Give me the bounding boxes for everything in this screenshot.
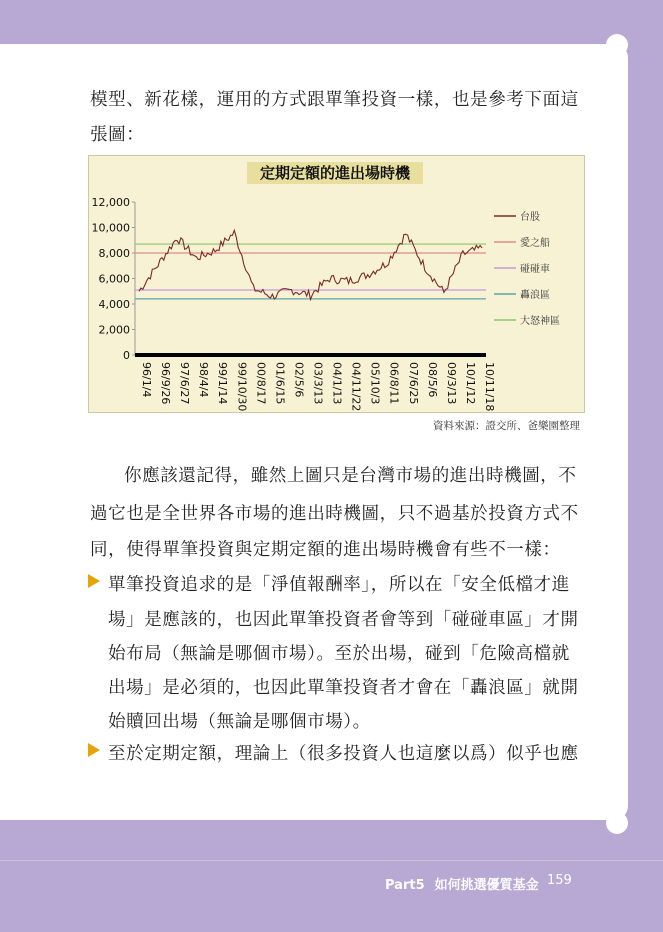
x-tick-label: 00/8/17 — [254, 362, 268, 405]
series-line-taiex — [139, 230, 482, 299]
y-tick-label: 2,000 — [98, 323, 130, 337]
x-tick-label: 98/4/4 — [197, 362, 211, 398]
x-tick-label: 96/9/26 — [159, 362, 173, 405]
chart-panel — [88, 155, 585, 413]
bullet-1-line-4: 出場」是必須的，也因此單筆投資者才會在「轟浪區」就開 — [108, 678, 579, 698]
x-tick-label: 07/6/25 — [406, 362, 420, 405]
footer-rule — [0, 860, 663, 861]
x-tick-label: 10/1/12 — [463, 362, 477, 405]
legend-label-1: 愛之船 — [520, 238, 550, 249]
y-tick-label: 8,000 — [98, 247, 130, 260]
intro-line-2: 張圖： — [90, 125, 145, 145]
footer-chapter-title: 如何挑選優質基金 — [434, 878, 539, 893]
bullet-2-icon — [88, 743, 100, 757]
x-tick-label: 04/11/22 — [349, 362, 363, 412]
x-tick-label: 01/6/15 — [273, 362, 287, 405]
bullet-1-line-5: 始贖回出場（無論是哪個市場）。 — [108, 712, 371, 732]
y-tick-label: 12,000 — [91, 196, 130, 209]
body-line-3: 同，使得單筆投資與定期定額的進出場時機會有些不一樣： — [90, 540, 561, 560]
x-tick-label: 99/10/30 — [235, 362, 249, 412]
bullet-1-line-1: 單筆投資追求的是「淨值報酬率」，所以在「安全低檔才進 — [108, 575, 570, 595]
y-tick-label: 6,000 — [98, 272, 130, 286]
legend-label-0: 台股 — [520, 212, 540, 223]
x-tick-label: 05/10/3 — [368, 362, 382, 405]
footer-part: Part5 — [385, 878, 425, 893]
legend-label-3: 轟浪區 — [520, 290, 550, 301]
x-tick-label: 04/1/13 — [330, 362, 344, 405]
chart-svg — [89, 156, 584, 412]
page-number: 159 — [547, 873, 572, 888]
legend-label-2: 碰碰車 — [520, 264, 550, 275]
bullet-2-line-1: 至於定期定額，理論上（很多投資人也這麼以爲）似乎也應 — [108, 744, 579, 764]
y-tick-label: 0 — [123, 349, 130, 362]
chart-title: 定期定額的進出場時機 — [247, 162, 423, 184]
x-tick-label: 97/6/27 — [178, 362, 192, 405]
x-tick-label: 02/5/6 — [292, 362, 306, 398]
footer-chapter — [385, 874, 539, 893]
page-notch-top — [606, 34, 628, 56]
y-tick-label: 4,000 — [98, 298, 130, 311]
bullet-1-icon — [88, 574, 100, 588]
x-tick-label: 06/8/11 — [387, 362, 401, 405]
intro-line-1: 模型、新花樣，運用的方式跟單筆投資一樣，也是參考下面這 — [90, 90, 579, 110]
body-line-2: 過它也是全世界各市場的進出時機圖，只不過基於投資方式不 — [90, 504, 579, 524]
x-tick-label: 03/3/13 — [311, 362, 325, 405]
x-tick-label: 96/1/4 — [140, 362, 153, 398]
x-tick-label: 09/3/13 — [444, 362, 458, 405]
x-tick-label: 08/5/6 — [425, 362, 439, 398]
legend-label-4: 大怒神區 — [520, 316, 560, 327]
bullet-1-line-2: 場」是應該的，也因此單筆投資者會等到「碰碰車區」才開 — [108, 610, 579, 630]
body-line-1: 你應該還記得，雖然上圖只是台灣市場的進出時機圖，不 — [124, 466, 577, 486]
y-tick-label: 10,000 — [91, 221, 130, 235]
x-tick-label: 10/11/18 — [483, 362, 496, 412]
chart-source: 資料來源：證交所、爸樂園整理 — [433, 420, 580, 432]
x-tick-label: 99/1/14 — [216, 362, 230, 405]
page-notch-bottom — [606, 812, 628, 834]
bullet-1-line-3: 始布局（無論是哪個市場）。至於出場，碰到「危險高檔就 — [108, 644, 570, 664]
